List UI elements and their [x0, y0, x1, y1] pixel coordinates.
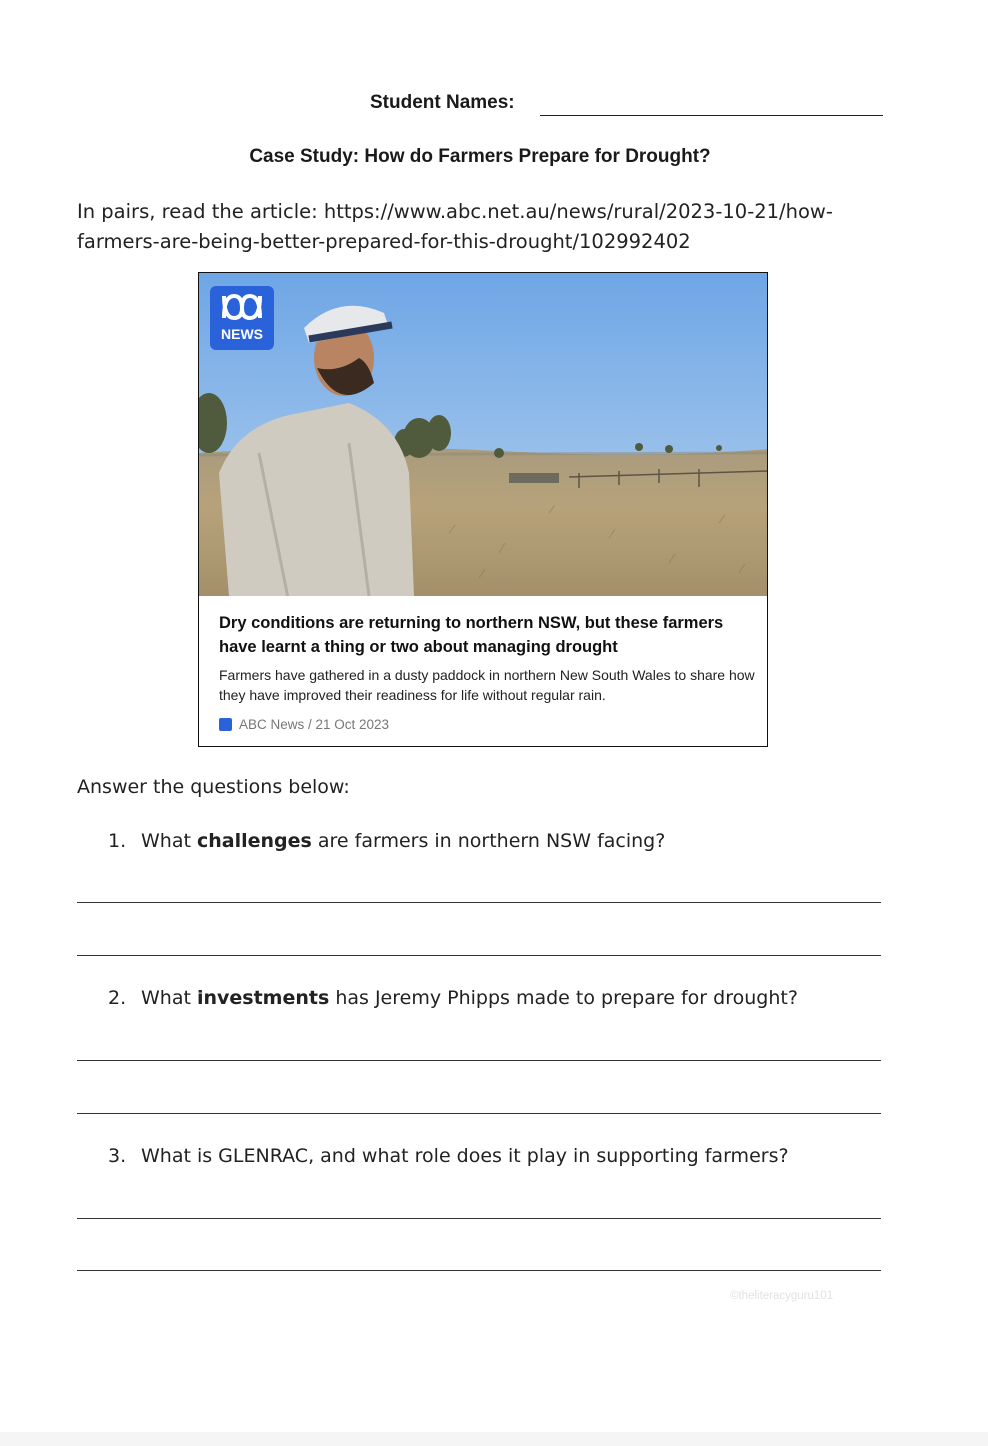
student-names-field[interactable] — [540, 115, 883, 116]
question-3 — [108, 1145, 789, 1167]
page-bottom-edge — [0, 1432, 988, 1446]
question-number: 1. — [108, 830, 127, 852]
question-text: What — [141, 830, 197, 852]
article-source — [219, 717, 389, 732]
answer-line[interactable] — [77, 1270, 881, 1271]
answer-line[interactable] — [77, 955, 881, 956]
question-2 — [108, 987, 798, 1009]
question-number: 3. — [108, 1145, 127, 1167]
student-names-label: Student Names: — [370, 92, 515, 113]
abc-news-icon — [219, 718, 232, 731]
answer-line[interactable] — [77, 902, 881, 903]
article-headline[interactable]: Dry conditions are returning to northern NSW, but these farmers have learnt a thing or two about managing drought — [219, 614, 724, 656]
question-text: What is GLENRAC, and what role does it play in supporting farmers? — [141, 1145, 789, 1167]
question-text: has Jeremy Phipps made to prepare for drought? — [329, 987, 798, 1009]
question-keyword: investments — [196, 987, 330, 1009]
answer-line[interactable] — [77, 1060, 881, 1061]
answer-instructions: Answer the questions below: — [77, 776, 350, 798]
article-source-text: ABC News / 21 Oct 2023 — [239, 717, 390, 732]
question-text: are farmers in northern NSW facing? — [311, 830, 666, 852]
article-summary: Farmers have gathered in a dusty paddock in northern New South Wales to share how they have improved their readiness for life without regular rain. — [219, 667, 755, 703]
page-title: Case Study: How do Farmers Prepare for Drought? — [249, 146, 711, 167]
article-photo — [199, 273, 768, 596]
article-card[interactable] — [198, 272, 768, 747]
abc-news-logo-text: NEWS — [221, 326, 263, 342]
answer-line[interactable] — [77, 1218, 881, 1219]
answer-line[interactable] — [77, 1113, 881, 1114]
question-text: What — [141, 987, 197, 1009]
intro-instructions: In pairs, read the article: https://www.abc.net.au/news/rural/2023-10-21/how-farmers-are-being-better-prepared-for-this-drought/102992402 — [77, 200, 833, 253]
question-keyword: challenges — [196, 830, 312, 852]
watermark: ©theliteracyguru101 — [730, 1290, 834, 1302]
abc-news-logo — [210, 286, 274, 350]
question-1 — [108, 830, 665, 852]
question-number: 2. — [108, 987, 127, 1009]
